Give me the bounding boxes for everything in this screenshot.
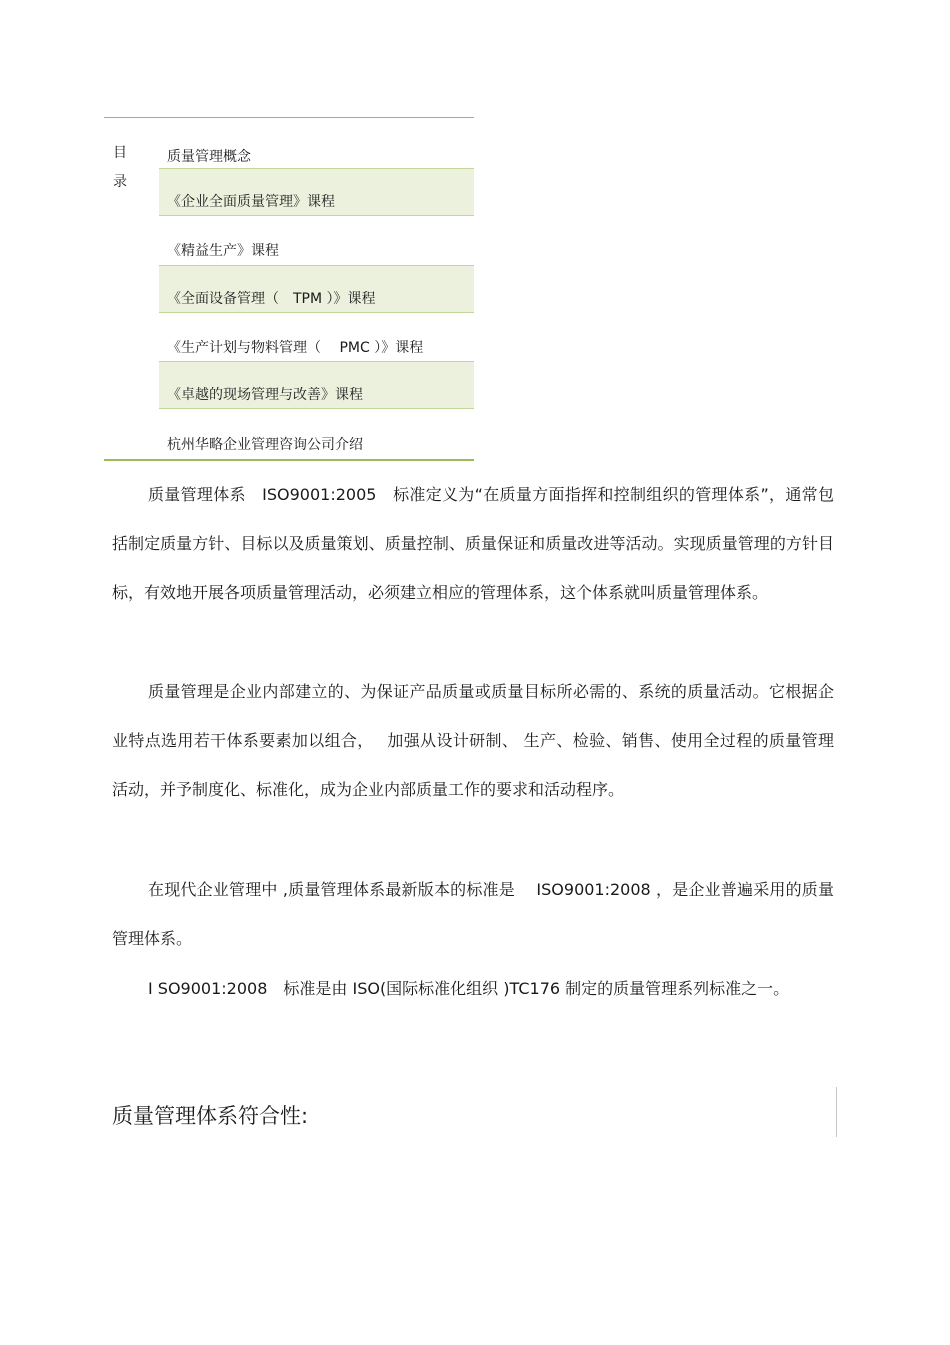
toc-item-label: 质量管理概念 xyxy=(167,149,251,165)
toc-item-tqm-course[interactable] xyxy=(159,168,474,216)
toc-item-tpm-course[interactable] xyxy=(159,265,474,313)
toc-item-company-intro[interactable] xyxy=(159,410,474,458)
paragraph-iso-origin: I SO9001:2008 标准是由 ISO(国际标准化组织 )TC176 制定的质量管理系列标准之一。 xyxy=(148,979,790,998)
paragraph-qms-definition: 质量管理体系 ISO9001:2005 标准定义为“在质量方面指挥和控制组织的管理体系”，通常包括制定质量方针、目标以及质量策划、质量控制、质量保证和质量改进等活动。实现质量管理的方针目标，有效地开展各项质量管理活动，必须建立相应的管理体系，这个体系就叫质量管理体系。 xyxy=(112,485,834,602)
paragraph-quality-management: 质量管理是企业内部建立的、为保证产品质量或质量目标所必需的、系统的质量活动。它根据企业特点选用若干体系要素加以组合， 加强从设计研制、 生产、检验、销售、使用全过程的质量管理活动，并予制度化、标准化，成为企业内部质量工作的要求和活动程序。 xyxy=(112,682,834,799)
toc-item-label: 《生产计划与物料管理（ PMC ）》课程 xyxy=(167,340,424,356)
toc-item-quality-concept[interactable] xyxy=(159,122,474,170)
toc-label-mu: 目 xyxy=(113,145,127,161)
toc-item-site-management-course[interactable] xyxy=(159,361,474,409)
toc-item-lean-course[interactable] xyxy=(159,216,474,264)
paragraph-latest-standard: 在现代企业管理中 ,质量管理体系最新版本的标准是 ISO9001:2008 ，是企业普遍采用的质量管理体系。 xyxy=(112,880,834,948)
toc-item-label: 《全面设备管理（ TPM ）》课程 xyxy=(167,291,376,307)
toc-item-label: 《卓越的现场管理与改善》课程 xyxy=(167,387,363,403)
toc-item-label: 《精益生产》课程 xyxy=(167,243,279,259)
toc-item-pmc-course[interactable] xyxy=(159,313,474,361)
table-of-contents xyxy=(104,117,474,461)
margin-divider xyxy=(836,1087,837,1137)
toc-item-label: 杭州华略企业管理咨询公司介绍 xyxy=(167,437,363,453)
toc-item-label: 《企业全面质量管理》课程 xyxy=(167,194,335,210)
toc-label-lu: 录 xyxy=(113,174,127,190)
section-heading: 质量管理体系符合性: xyxy=(112,1104,309,1128)
